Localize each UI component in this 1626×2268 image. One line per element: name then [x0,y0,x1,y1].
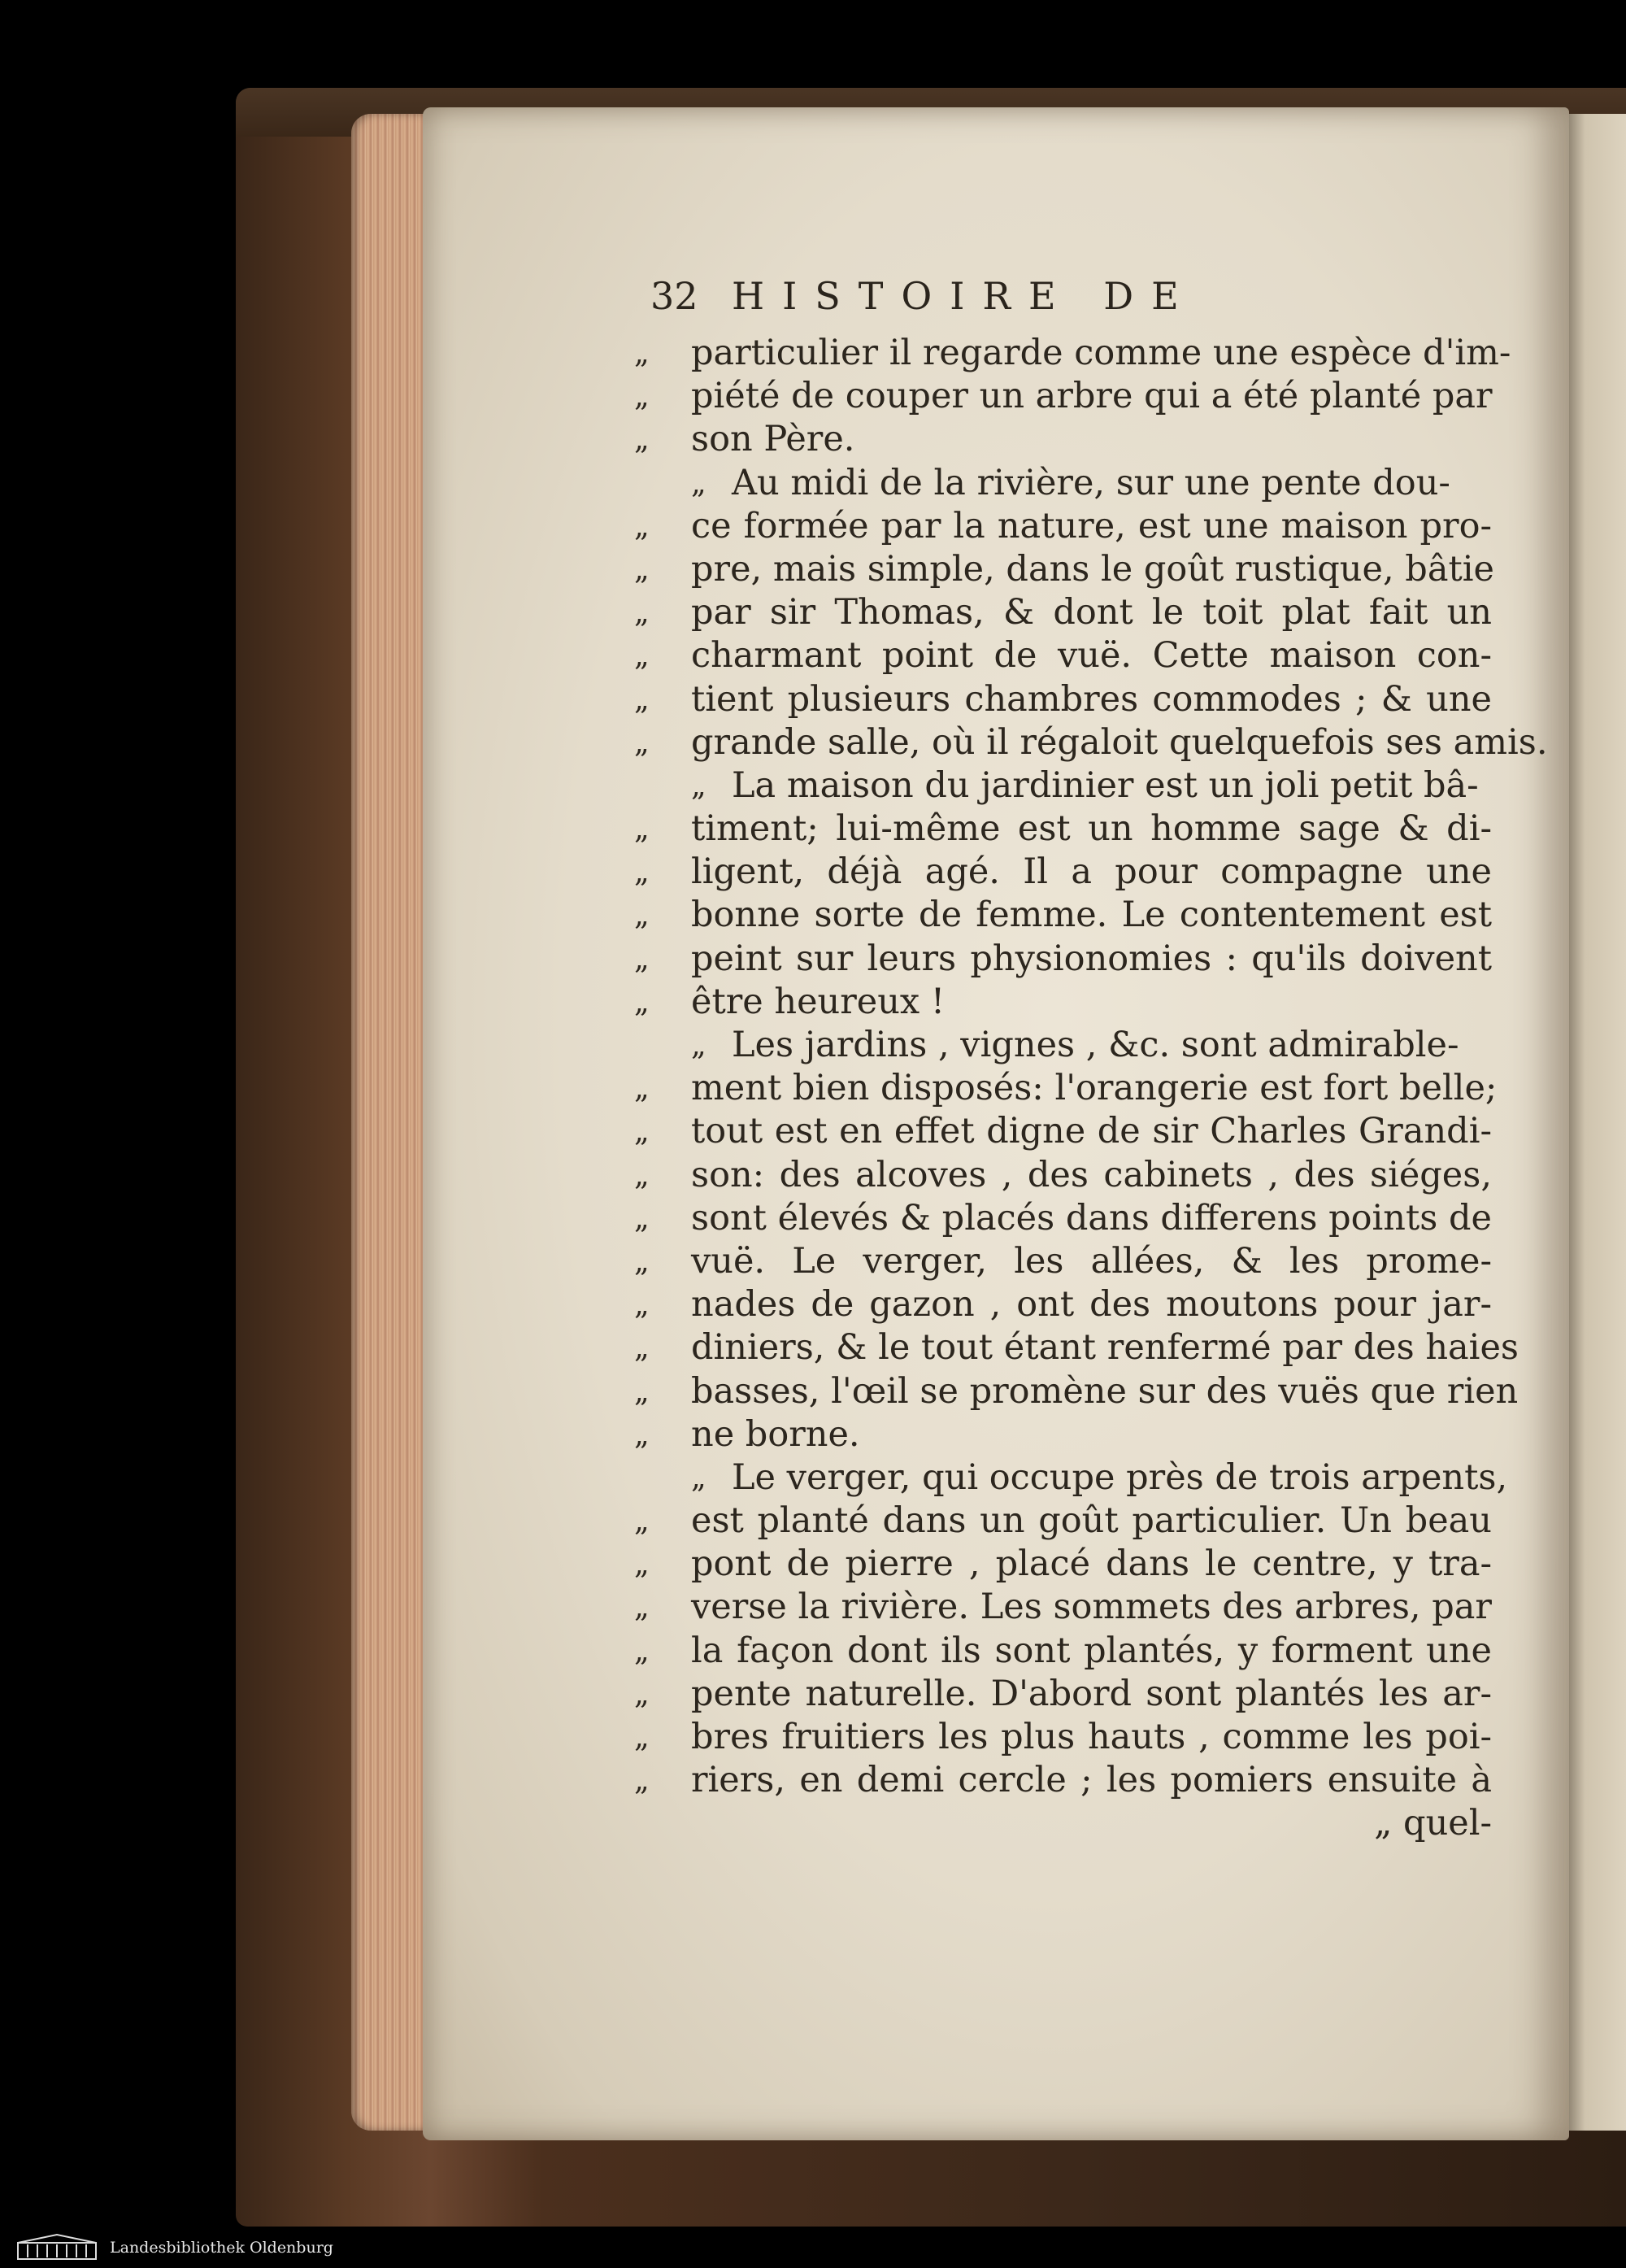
line-text: ment bien disposés: l'orangerie est fort belle; [691,1068,1498,1109]
text-line [642,1024,1492,1067]
margin-quote-mark: „ [634,1288,650,1322]
line-text: tient plusieurs chambres commodes ; & une [691,678,1492,720]
text-line [634,634,1492,677]
line-text: son Père. [691,419,855,460]
text-line [634,1630,1492,1673]
text-line [634,721,1548,764]
text-line [634,548,1494,591]
line-text: pente naturelle. D'abord sont plantés les ar- [691,1673,1492,1714]
text-line [634,1197,1492,1240]
margin-quote-mark: „ [634,1504,650,1539]
margin-quote-mark: „ [634,942,650,976]
margin-quote-mark: „ [634,725,650,760]
line-text: pont de pierre , placé dans le centre, y tra- [691,1543,1492,1585]
catchword: „ quel- [1374,1803,1492,1844]
margin-quote-mark: „ [634,423,650,457]
margin-quote-mark: „ [634,380,650,414]
margin-quote-mark: „ [634,855,650,890]
body-text [634,332,1548,1846]
text-line [634,1283,1492,1326]
paragraph-open-quote: „ [691,1460,706,1495]
margin-quote-mark: „ [634,552,650,586]
line-text: charmant point de vuë. Cette maison con- [691,635,1492,677]
text-line [634,1413,1492,1456]
margin-quote-mark: „ [634,1634,650,1668]
margin-quote-mark: „ [634,1591,650,1625]
text-line [634,981,1492,1024]
text-line [634,1067,1498,1110]
line-text: bres fruitiers les plus hauts , comme les poi- [691,1717,1492,1757]
line-text: est planté dans un goût particulier. Un beau [691,1500,1492,1542]
text-line [642,462,1492,505]
text-line [634,591,1492,634]
facing-page-edge [1567,114,1626,2131]
running-head-title: HISTOIRE DE [732,274,1197,318]
margin-quote-mark: „ [634,337,650,370]
text-line [634,678,1492,721]
line-text: Le verger, qui occupe près de trois arpents, [732,1456,1508,1498]
line-text: son: des alcoves , des cabinets , des siéges, [691,1154,1492,1195]
margin-quote-mark: „ [634,509,650,543]
paragraph-open-quote: „ [691,1029,706,1062]
text-line [634,1326,1519,1369]
text-line [634,332,1511,375]
text-line [634,1240,1492,1283]
text-line [642,1456,1508,1500]
line-text: ligent, déjà agé. Il a pour compagne une [691,851,1492,893]
catchword-line [642,1802,1492,1845]
line-text: riers, en demi cercle ; les pomiers ensuite à [691,1760,1492,1801]
margin-quote-mark: „ [634,596,650,630]
line-text: par sir Thomas, & dont le toit plat fait un [691,592,1492,633]
line-text: diniers, & le tout étant renfermé par des haies [691,1327,1519,1369]
text-line [634,1759,1492,1802]
paragraph-open-quote: „ [691,768,706,803]
margin-quote-mark: „ [634,812,650,847]
margin-quote-mark: „ [634,1417,650,1452]
text-line [634,1543,1492,1586]
line-text: peint sur leurs physionomies : qu'ils doivent [691,938,1492,979]
line-text: être heureux ! [691,981,946,1022]
margin-quote-mark: „ [634,1374,650,1408]
text-line [634,808,1492,851]
line-text: la façon dont ils sont plantés, y forment une [691,1630,1492,1671]
text-line [642,764,1492,808]
margin-quote-mark: „ [634,1115,650,1149]
text-line [634,851,1492,894]
margin-quote-mark: „ [634,985,650,1019]
margin-quote-mark: „ [634,639,650,673]
text-line [634,938,1492,981]
line-text: bonne sorte de femme. Le contentement est [691,895,1492,936]
text-line [634,894,1492,937]
line-text: grande salle, où il régaloit quelquefois ses amis. [691,721,1548,763]
line-text: pre, mais simple, dans le goût rustique, bâtie [691,548,1494,590]
paragraph-open-quote: „ [691,466,706,500]
margin-quote-mark: „ [634,1677,650,1711]
line-text: vuë. Le verger, les allées, & les prome- [691,1240,1492,1282]
line-text: verse la rivière. Les sommets des arbres, par [691,1587,1492,1628]
text-line [634,1154,1492,1197]
line-text: La maison du jardinier est un joli petit bâ- [732,764,1479,806]
text-line [634,505,1492,548]
line-text: particulier il regarde comme une espèce d'im- [691,333,1511,373]
margin-quote-mark: „ [634,1764,650,1798]
margin-quote-mark: „ [634,1201,650,1235]
text-line [634,1370,1519,1413]
line-text: timent; lui-même est un homme sage & di- [691,808,1492,850]
margin-quote-mark: „ [634,1244,650,1278]
library-name: Landesbibliothek Oldenburg [110,2239,333,2257]
margin-quote-mark: „ [634,1072,650,1106]
page-number: 32 [650,274,698,318]
line-text: basses, l'œil se promène sur des vuës que rien [691,1370,1519,1412]
line-text: piété de couper un arbre qui a été planté par [691,376,1493,417]
margin-quote-mark: „ [634,1548,650,1582]
line-text: Les jardins , vignes , &c. sont admirable- [732,1025,1459,1065]
margin-quote-mark: „ [634,1721,650,1754]
margin-quote-mark: „ [634,1331,650,1365]
line-text: tout est en effet digne de sir Charles Grandi- [691,1111,1492,1152]
margin-quote-mark: „ [634,1158,650,1192]
text-line [634,1110,1492,1153]
library-logo-icon [16,2233,98,2261]
text-line [634,375,1493,418]
margin-quote-mark: „ [634,899,650,933]
line-text: ne borne. [691,1413,860,1455]
line-text: nades de gazon , ont des moutons pour jar- [691,1284,1492,1326]
text-line [634,1716,1492,1759]
text-line [634,1500,1492,1543]
text-line [634,1673,1492,1716]
margin-quote-mark: „ [634,682,650,716]
line-text: sont élevés & placés dans differens points de [691,1197,1492,1238]
line-text: ce formée par la nature, est une maison pro- [691,505,1492,546]
text-line [634,418,1492,461]
line-text: Au midi de la rivière, sur une pente dou- [732,462,1450,503]
page-fore-edge [351,114,429,2131]
text-line [634,1586,1492,1629]
